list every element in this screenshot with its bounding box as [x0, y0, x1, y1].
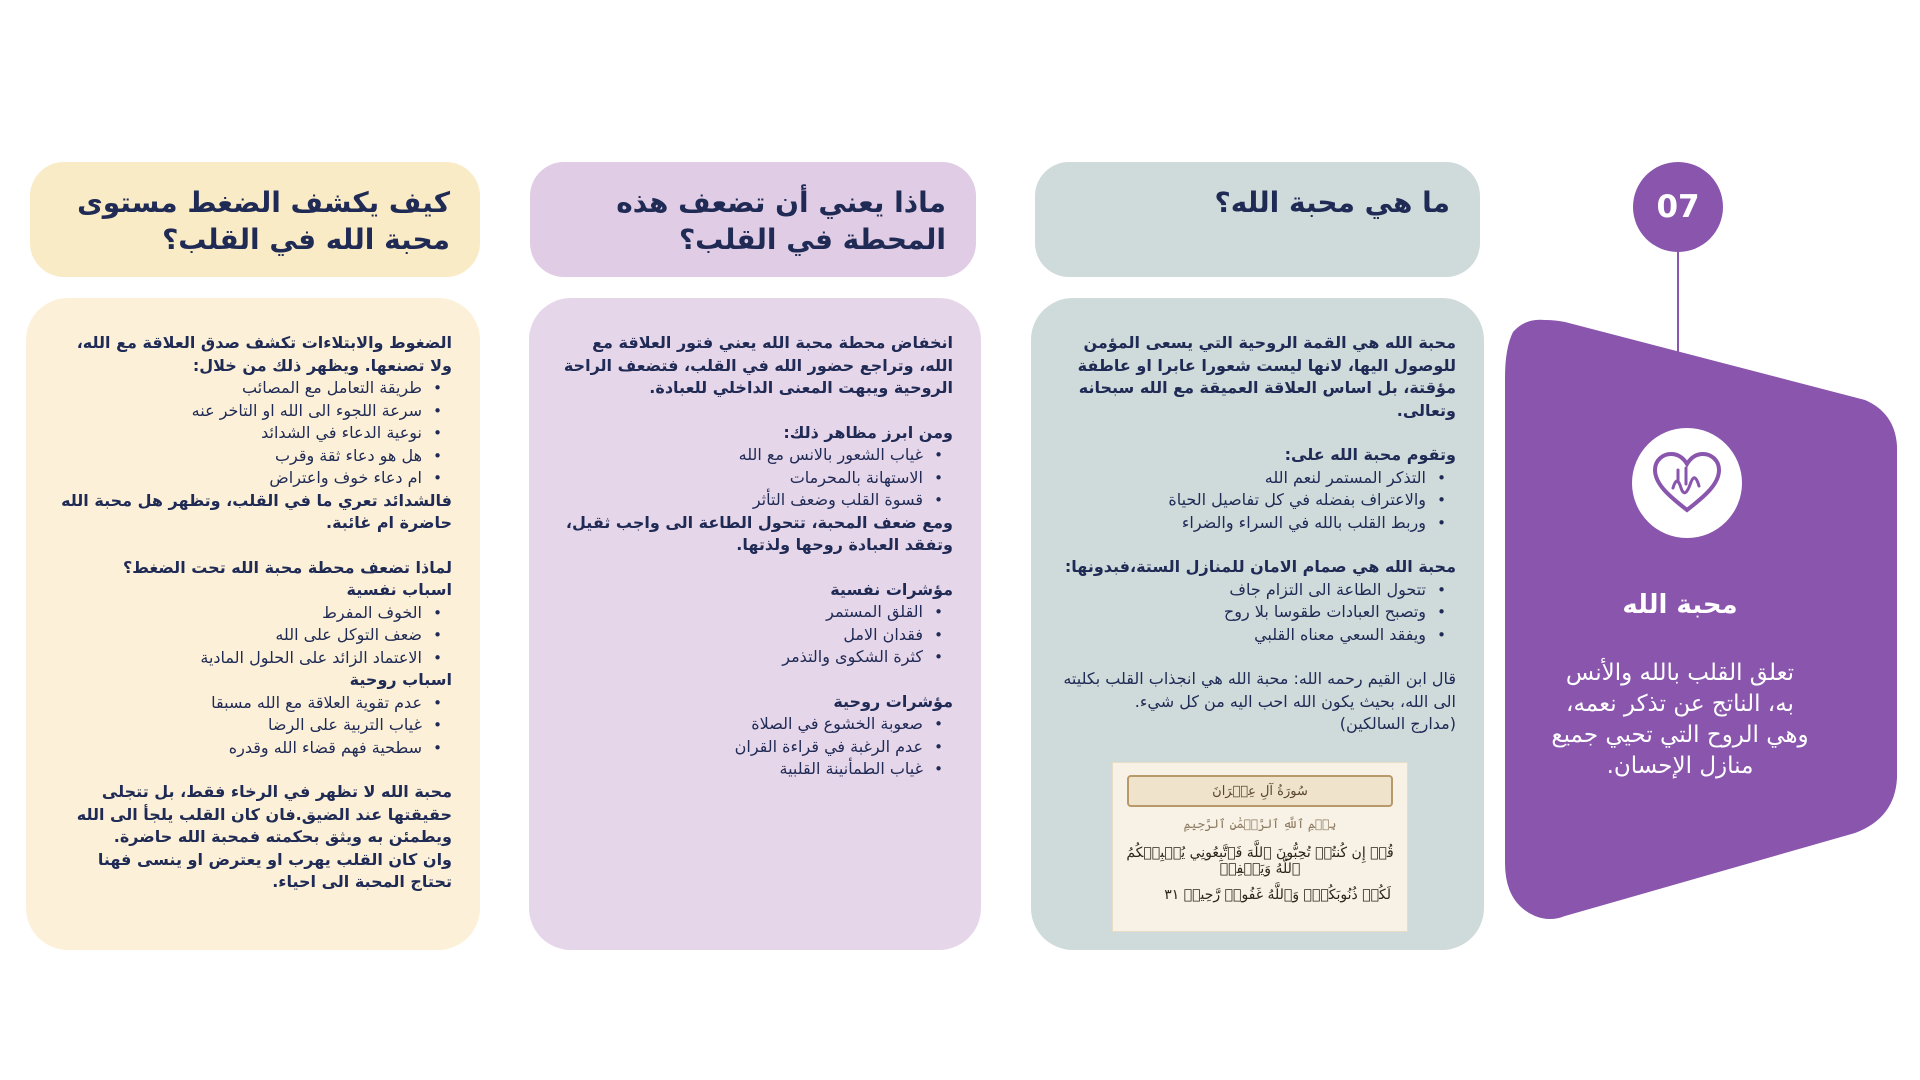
column1-pillars-list — [1059, 467, 1456, 535]
column3-spirit-list — [54, 692, 452, 760]
column1-pillars-title: وتقوم محبة الله على: — [1284, 445, 1456, 464]
list-item: • سرعة اللجوء الى الله او التاخر عنه — [54, 400, 452, 423]
list-item: • غياب التربية على الرضا — [54, 714, 452, 737]
basmala: بِسۡمِ ٱللَّهِ ٱلرَّحۡمَٰنِ ٱلرَّحِيمِ — [1183, 817, 1337, 831]
column1-header — [1035, 162, 1480, 277]
quran-verse-image — [1112, 762, 1408, 932]
list-item: • فقدان الامل — [557, 624, 953, 647]
column1-safety-list — [1059, 579, 1456, 647]
column2-consequence: ومع ضعف المحبة، تتحول الطاعة الى واجب ثقيل، وتفقد العبادة روحها ولذتها. — [565, 512, 953, 554]
column2-card — [529, 298, 981, 950]
list-item: • الخوف المفرط — [54, 602, 452, 625]
list-item: • صعوبة الخشوع في الصلاة — [557, 713, 953, 736]
column2-spirit-list — [557, 713, 953, 781]
column2-header — [530, 162, 976, 277]
list-item: • نوعية الدعاء في الشدائد — [54, 422, 452, 445]
column3-hardships: فالشدائد تعري ما في القلب، وتظهر هل محبة الله حاضرة ام غائبة. — [61, 490, 452, 532]
verse-line-2: لَكُمۡ ذُنُوبَكُمۡۚ وَٱللَّهُ غَفُورٞ رَّحِيمٞ ٣١ — [1164, 887, 1391, 903]
column3-header — [30, 162, 480, 277]
column1-header-title: ما هي محبة الله؟ — [1214, 186, 1450, 219]
surah-banner — [1127, 775, 1393, 807]
list-item: • الاعتماد الزائد على الحلول المادية — [54, 647, 452, 670]
column2-header-title: ماذا يعني أن تضعف هذه المحطة في القلب؟ — [616, 186, 946, 256]
column3-intro: الضغوط والابتلاءات تكشف صدق العلاقة مع الله، ولا تصنعها. ويظهر ذلك من خلال: — [76, 333, 452, 375]
column3-why-title: لماذا تضعف محطة محبة الله تحت الضغط؟ — [122, 557, 452, 577]
list-item: • والاعتراف بفضله في كل تفاصيل الحياة — [1059, 489, 1456, 512]
list-item: • كثرة الشكوى والتذمر — [557, 646, 953, 669]
list-item: • عدم تقوية العلاقة مع الله مسبقا — [54, 692, 452, 715]
list-item: • غياب الشعور بالانس مع الله — [557, 444, 953, 467]
verse-line-1: قُلۡ إِن كُنتُمۡ تُحِبُّونَ ٱللَّهَ فَٱتَّبِعُونِي يُحۡبِبۡكُمُ ٱللَّهُ وَيَغۡفِرۡ — [1126, 845, 1394, 877]
column3-reveal-list — [54, 377, 452, 490]
column3-conclusion-1: محبة الله لا تظهر في الرخاء فقط، بل تتجلى حقيقتها عند الضيق.فان كان القلب يلجأ الى الله ويطمئن به ويثق بحكمته فمحبة الله حاضرة. — [76, 782, 452, 846]
column2-signs-title: ومن ابرز مظاهر ذلك: — [783, 422, 953, 442]
column1-quote-source: (مدارج السالكين) — [1339, 714, 1456, 733]
list-item: • هل هو دعاء ثقة وقرب — [54, 445, 452, 468]
column3-spirit-title: اسباب روحية — [349, 670, 452, 689]
heart-allah-icon — [1632, 428, 1742, 538]
list-item: • قسوة القلب وضعف التأثر — [557, 489, 953, 512]
column2-signs-list — [557, 444, 953, 512]
list-item: • التذكر المستمر لنعم الله — [1059, 467, 1456, 490]
list-item: • ويفقد السعي معناه القلبي — [1059, 624, 1456, 647]
column1-intro: محبة الله هي القمة الروحية التي يسعى المؤمن للوصول اليها، لانها ليست شعورا عابرا او عاطفة مؤقتة، بل اساس العلاقة العميقة مع الله سبحانه وتعالى. — [1077, 333, 1456, 420]
list-item: • ضعف التوكل على الله — [54, 624, 452, 647]
column1-quote: قال ابن القيم رحمه الله: محبة الله هي انجذاب القلب بكليته الى الله، بحيث يكون الله احب اليه من كل شيء. — [1063, 669, 1456, 711]
list-item: • عدم الرغبة في قراءة القران — [557, 736, 953, 759]
list-item: • وربط القلب بالله في السراء والضراء — [1059, 512, 1456, 535]
list-item: • سطحية فهم قضاء الله وقدره — [54, 737, 452, 760]
column2-spirit-title: مؤشرات روحية — [833, 691, 953, 711]
section-panel-shape — [1505, 318, 1900, 924]
list-item: • ام دعاء خوف واعتراض — [54, 467, 452, 490]
column2-psych-title: مؤشرات نفسية — [830, 579, 953, 599]
list-item: • القلق المستمر — [557, 601, 953, 624]
column3-conclusion-2: وان كان القلب يهرب او يعترض او ينسى فهنا تحتاج المحبة الى احياء. — [97, 849, 452, 891]
column2-intro: انخفاض محطة محبة الله يعني فتور العلاقة مع الله، وتراجع حضور الله في القلب، فتضعف الراحة الروحية ويبهت المعنى الداخلي للعبادة. — [563, 333, 953, 397]
surah-name: سُورَةُ آلِ عِمۡرَانَ — [1212, 783, 1308, 799]
section-number: 07 — [1656, 189, 1700, 225]
column1-safety-title: محبة الله هي صمام الامان للمنازل الستة،فبدونها: — [1064, 557, 1456, 576]
section-number-badge — [1633, 162, 1723, 252]
column3-psych-title: اسباب نفسية — [346, 580, 452, 599]
column2-psych-list — [557, 601, 953, 669]
list-item: • غياب الطمأنينة القلبية — [557, 758, 953, 781]
section-title: محبة الله — [1622, 590, 1738, 620]
list-item: • تتحول الطاعة الى التزام جاف — [1059, 579, 1456, 602]
column3-psych-list — [54, 602, 452, 670]
list-item: • وتصبح العبادات طقوسا بلا روح — [1059, 601, 1456, 624]
list-item: • طريقة التعامل مع المصائب — [54, 377, 452, 400]
column3-header-title: كيف يكشف الضغط مستوى محبة الله في القلب؟ — [77, 186, 450, 256]
list-item: • الاستهانة بالمحرمات — [557, 467, 953, 490]
section-description: تعلق القلب بالله والأنس به، الناتج عن تذكر نعمه، وهي الروح التي تحيي جميع منازل الإحسان. — [1551, 660, 1809, 779]
column3-card — [26, 298, 480, 950]
